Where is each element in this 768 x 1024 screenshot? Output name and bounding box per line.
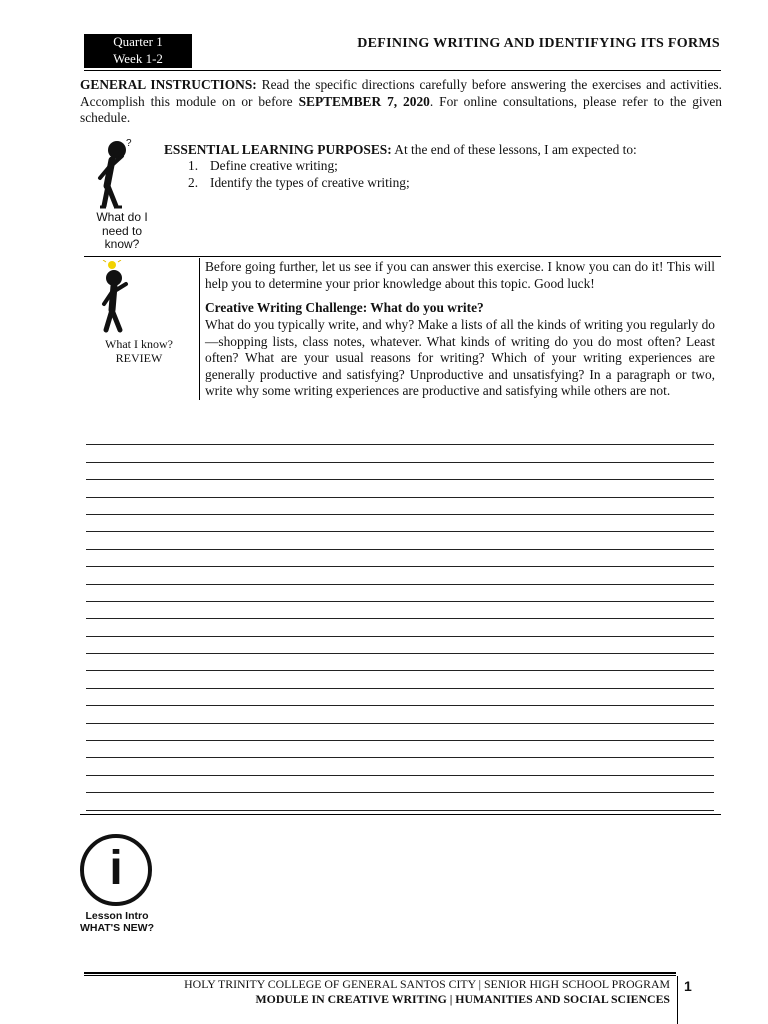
answer-line[interactable] — [86, 532, 714, 549]
answer-line[interactable] — [86, 498, 714, 515]
section-rule — [84, 256, 721, 257]
purpose-item-text: Define creative writing; — [210, 158, 338, 173]
idea-person-icon — [94, 260, 146, 334]
purpose-item-text: Identify the types of creative writing; — [210, 174, 410, 190]
section-rule-bottom — [80, 814, 721, 815]
answer-line[interactable] — [86, 706, 714, 723]
review-label: REVIEW — [115, 350, 163, 365]
answer-lines[interactable] — [86, 428, 714, 811]
what-i-know-label: What I know? — [105, 337, 173, 351]
week-label: Week 1-2 — [113, 51, 163, 66]
footer-school: HOLY TRINITY COLLEGE OF GENERAL SANTOS CITY | SENIOR HIGH SCHOOL PROGRAM — [184, 977, 670, 991]
review-divider — [199, 258, 200, 400]
answer-line[interactable] — [86, 741, 714, 758]
footer-divider — [677, 976, 678, 1024]
footer-rule-1 — [84, 972, 676, 974]
page-number: 1 — [684, 978, 692, 994]
lesson-intro-label: Lesson Intro — [85, 910, 149, 922]
svg-text:?: ? — [126, 138, 132, 149]
whats-new-label: WHAT'S NEW? — [79, 922, 155, 934]
answer-line[interactable] — [86, 480, 714, 497]
answer-line[interactable] — [86, 445, 714, 462]
answer-line[interactable] — [86, 428, 714, 445]
answer-line[interactable] — [86, 585, 714, 602]
answer-line[interactable] — [86, 654, 714, 671]
answer-line[interactable] — [86, 776, 714, 793]
answer-line[interactable] — [86, 724, 714, 741]
footer-module: MODULE IN CREATIVE WRITING | HUMANITIES AND SOCIAL SCIENCES — [255, 992, 670, 1006]
answer-line[interactable] — [86, 567, 714, 584]
answer-line[interactable] — [86, 637, 714, 654]
learning-purposes — [164, 142, 724, 159]
instructions-label: GENERAL INSTRUCTIONS: — [80, 77, 257, 92]
lesson-intro-caption — [72, 910, 162, 934]
answer-line[interactable] — [86, 793, 714, 810]
answer-line[interactable] — [86, 550, 714, 567]
purposes-list — [188, 158, 688, 191]
challenge-title: Creative Writing Challenge: What do you write? — [205, 300, 484, 315]
thinking-person-icon — [92, 136, 148, 212]
answer-line[interactable] — [86, 758, 714, 775]
quarter-box — [84, 34, 192, 68]
answer-line[interactable] — [86, 689, 714, 706]
instructions-text-1: Read the specific directions carefully before answering the exercises and activities. Accomplish this module on or before — [80, 77, 722, 109]
answer-line[interactable] — [86, 619, 714, 636]
general-instructions — [80, 77, 722, 127]
answer-line[interactable] — [86, 671, 714, 688]
review-intro: Before going further, let us see if you can answer this exercise. I know you can do it! This will help you to determine your prior knowledge about this topic. Good luck! — [205, 259, 715, 291]
footer-rule-2 — [84, 975, 676, 976]
info-icon — [80, 834, 152, 906]
quarter-label: Quarter 1 — [113, 34, 163, 49]
answer-line[interactable] — [86, 602, 714, 619]
purpose-item: 1. Define creative writing; — [188, 158, 338, 173]
what-i-know-caption — [100, 338, 178, 365]
challenge-text: What do you typically write, and why? Make a lists of all the kinds of writing you regularly do—shopping lists, class notes, whatever. What kinds of writing do you do most often? Least often? What are your usual reasons for writing? Which of your writing experiences are generally productive and satisfying? Unproductive and unsatisfying? In a paragraph or two, write why some writing experiences are productive and satisfying while others are not. — [205, 317, 715, 398]
deadline-date: SEPTEMBER 7, 2020 — [298, 93, 430, 109]
answer-line[interactable] — [86, 515, 714, 532]
answer-line[interactable] — [86, 463, 714, 480]
info-icon-letter: i — [109, 842, 123, 895]
header-rule — [84, 70, 721, 71]
purpose-item: 2. Identify the types of creative writing; — [188, 174, 410, 190]
instructions-text-2: . For online consultations, please refer to the given schedule. — [80, 93, 722, 125]
need-to-know-caption: What do I need to know? — [96, 210, 148, 251]
purposes-label: ESSENTIAL LEARNING PURPOSES: — [164, 142, 392, 157]
purposes-intro: At the end of these lessons, I am expected to: — [391, 142, 637, 157]
page-title: DEFINING WRITING AND IDENTIFYING ITS FORMS — [357, 36, 720, 51]
